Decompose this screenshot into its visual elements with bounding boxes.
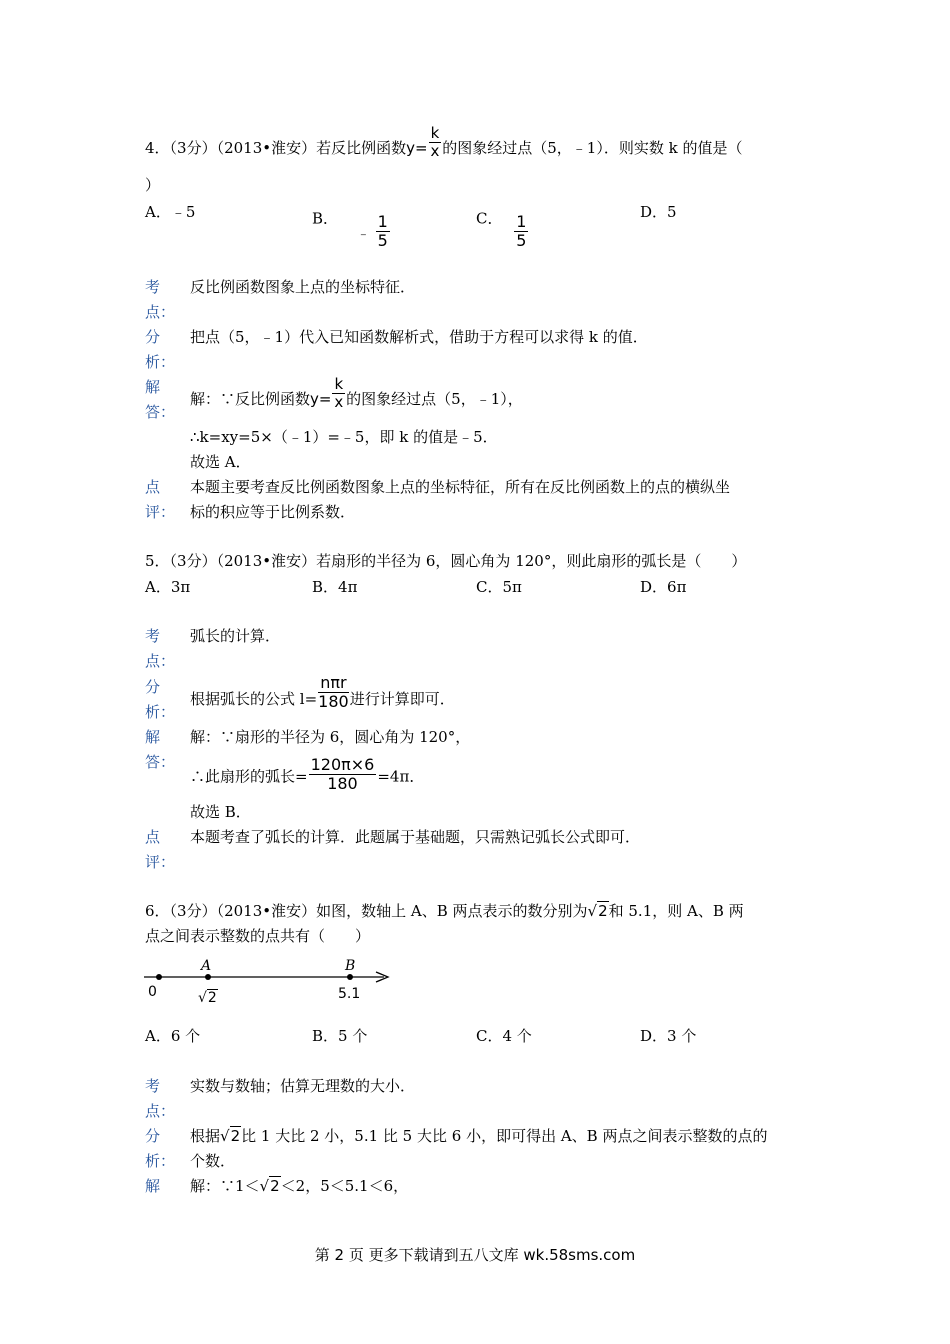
q4-kaodian: 反比例函数图象上点的坐标特征． xyxy=(190,278,416,296)
q4-dianping-label-1: 点 xyxy=(145,478,161,496)
q5-option-d: D．6π xyxy=(640,578,687,596)
q5-fenxi xyxy=(190,672,455,711)
q6-fenxi-sqrt: √2 xyxy=(220,1127,241,1145)
q4-option-b-fraction xyxy=(376,214,390,249)
q5-dianping: 本题考查了弧长的计算．此题属于基础题，只需熟记弧长公式即可． xyxy=(190,828,641,846)
q6-stem-text-a: 6．（3分）（2013•淮安）如图，数轴上 A、B 两点表示的数分别为 xyxy=(145,902,588,920)
q5-kaodian: 弧长的计算． xyxy=(190,627,281,645)
q6-fenxi-label-2: 析： xyxy=(145,1152,176,1170)
q6-fenxi-label-1: 分 xyxy=(145,1127,161,1145)
q4-frac-den: x xyxy=(430,141,440,160)
q5-stem: 5．（3分）（2013•淮安）若扇形的半径为 6，圆心角为 120°，则此扇形的弧长是（ ） xyxy=(145,552,747,570)
point-zero xyxy=(156,974,162,980)
page-footer: 第 2 页 更多下载请到五八文库 wk.58sms.com xyxy=(314,1246,636,1264)
q5-fenxi-text-b: 进行计算即可． xyxy=(349,690,455,708)
q5-option-a: A．3π xyxy=(145,578,191,596)
q5-dianping-label-1: 点 xyxy=(145,828,161,846)
q4-dianping-line-1: 本题主要考查反比例函数图象上点的坐标特征，所有在反比例函数上的点的横纵坐 xyxy=(190,478,731,496)
q5-option-c: C．5π xyxy=(476,578,522,596)
q5-fenxi-text-a: 根据弧长的公式 l= xyxy=(190,690,318,708)
q4-fenxi: 把点（5，﹣1）代入已知函数解析式，借助于方程可以求得 k 的值． xyxy=(190,328,648,346)
q4-option-c-num: 1 xyxy=(516,212,527,231)
q5-jieda-line-2 xyxy=(190,755,425,793)
q4-option-c-label: C． xyxy=(476,209,503,228)
q6-option-c: C．4 个 xyxy=(476,1027,532,1045)
axis-label-b-value: 5.1 xyxy=(338,986,361,1002)
q4-option-d: D．5 xyxy=(640,203,677,221)
q4-stem xyxy=(145,123,743,160)
q5-jieda-line-1: 解：∵扇形的半径为 6，圆心角为 120°， xyxy=(190,728,471,746)
q4-option-b-sign: ﹣ xyxy=(356,226,370,242)
q5-option-b: B．4π xyxy=(312,578,358,596)
q5-fenxi-label-2: 析： xyxy=(145,703,176,721)
axis-label-sqrt2: √2 xyxy=(198,990,217,1006)
q6-option-a: A．6 个 xyxy=(145,1027,201,1045)
q5-jieda-label-1: 解 xyxy=(145,728,161,746)
q4-y-eq: y= xyxy=(406,139,428,157)
q4-fraction xyxy=(429,123,442,160)
q5-fenxi-label-1: 分 xyxy=(145,678,161,696)
q4-jie-fraction xyxy=(332,374,345,411)
q6-jie-text-b: ＜2，5＜5.1＜6， xyxy=(280,1177,409,1195)
q6-kaodian-label-2: 点： xyxy=(145,1102,176,1120)
q5-jie-text-b: =4π． xyxy=(377,767,425,786)
q6-stem-line-2: 点之间表示整数的点共有（ ） xyxy=(145,927,371,945)
q4-jie-frac-num: k xyxy=(334,374,344,393)
q5-fenxi-frac-den: 180 xyxy=(318,691,349,711)
q4-stem-text-b: 的图象经过点（5，﹣1）．则实数 k 的值是（ xyxy=(442,139,743,157)
axis-label-zero: 0 xyxy=(148,984,157,1000)
q4-dianping-label-2: 评： xyxy=(145,503,176,521)
q4-stem-close: ） xyxy=(145,176,161,194)
q4-jieda-line-1 xyxy=(190,374,523,411)
q6-jieda-label-1: 解 xyxy=(145,1177,161,1195)
q4-jie-frac-den: x xyxy=(334,392,344,411)
q6-stem-sqrt: √2 xyxy=(587,902,608,920)
q6-option-b: B．5 个 xyxy=(312,1027,368,1045)
q6-option-d: D．3 个 xyxy=(640,1027,697,1045)
q6-stem-sqrt-value: 2 xyxy=(598,902,608,920)
q4-option-b-label: B． xyxy=(312,209,339,228)
q4-option-c-fraction xyxy=(514,214,528,249)
q4-kaodian-label-2: 点： xyxy=(145,303,176,321)
q5-fenxi-fraction xyxy=(318,672,349,711)
q6-kaodian: 实数与数轴；估算无理数的大小． xyxy=(190,1077,416,1095)
q4-jie-text-a: 解：∵反比例函数 xyxy=(190,390,311,408)
q4-option-b-num: 1 xyxy=(377,212,388,231)
q5-jieda-label-2: 答： xyxy=(145,753,176,771)
q4-option-c-den: 5 xyxy=(516,231,527,250)
axis-label-a: A xyxy=(201,958,212,974)
q5-dianping-label-2: 评： xyxy=(145,853,176,871)
q6-fenxi-line-1 xyxy=(190,1126,767,1146)
axis-label-b: B xyxy=(345,958,356,974)
q5-kaodian-label-1: 考 xyxy=(145,627,161,645)
q5-jie-frac-num: 120π×6 xyxy=(310,755,375,774)
q4-jie-y-eq: y= xyxy=(310,390,332,408)
q4-fenxi-label-2: 析： xyxy=(145,353,176,371)
q6-kaodian-label-1: 考 xyxy=(145,1077,161,1095)
number-line-figure xyxy=(140,955,400,1011)
q4-jie-text-b: 的图象经过点（5，﹣1）， xyxy=(346,390,523,408)
q6-jie-sqrt: √2 xyxy=(259,1177,280,1195)
q4-option-c xyxy=(476,202,527,250)
q4-option-b xyxy=(312,202,388,250)
q6-jieda-line-1 xyxy=(190,1176,408,1196)
q4-dianping-line-2: 标的积应等于比例系数． xyxy=(190,503,356,521)
q6-fenxi-sqrt-value: 2 xyxy=(230,1127,241,1145)
q4-kaodian-label-1: 考 xyxy=(145,278,161,296)
q6-jie-sqrt-value: 2 xyxy=(270,1177,280,1195)
q5-jie-text-a: ∴此扇形的弧长= xyxy=(190,767,308,786)
q5-kaodian-label-2: 点： xyxy=(145,652,176,670)
q6-stem-line-1 xyxy=(145,901,744,921)
q5-jie-frac-den: 180 xyxy=(327,774,358,793)
q4-option-b-den: 5 xyxy=(377,231,388,250)
q5-fenxi-frac-num: nπr xyxy=(318,675,349,693)
q4-jieda-line-3: 故选 A． xyxy=(190,453,251,471)
q6-fenxi-line-2: 个数． xyxy=(190,1152,236,1170)
q5-jie-fraction xyxy=(309,757,377,792)
q4-fenxi-label-1: 分 xyxy=(145,328,161,346)
q4-stem-text-a: 4．（3分）（2013•淮安）若反比例函数 xyxy=(145,139,407,157)
axis-label-sqrt2-value: 2 xyxy=(207,990,217,1006)
q5-jieda-line-3: 故选 B． xyxy=(190,803,251,821)
q4-jieda-line-2: ∴k=xy=5×（﹣1）=﹣5，即 k 的值是﹣5． xyxy=(190,428,498,446)
q6-fenxi-text-a: 根据 xyxy=(190,1127,221,1145)
q6-stem-text-b: 和 5.1，则 A、B 两 xyxy=(608,902,744,920)
q4-jieda-label-1: 解 xyxy=(145,378,161,396)
q4-frac-num: k xyxy=(430,123,440,142)
q6-fenxi-text-b: 比 1 大比 2 小，5.1 比 5 大比 6 小，即可得出 A、B 两点之间表示整数的点的 xyxy=(241,1127,768,1145)
q6-jie-text-a: 解：∵1＜ xyxy=(190,1177,260,1195)
q4-jieda-label-2: 答： xyxy=(145,403,176,421)
q4-option-a: A．﹣5 xyxy=(145,203,196,221)
